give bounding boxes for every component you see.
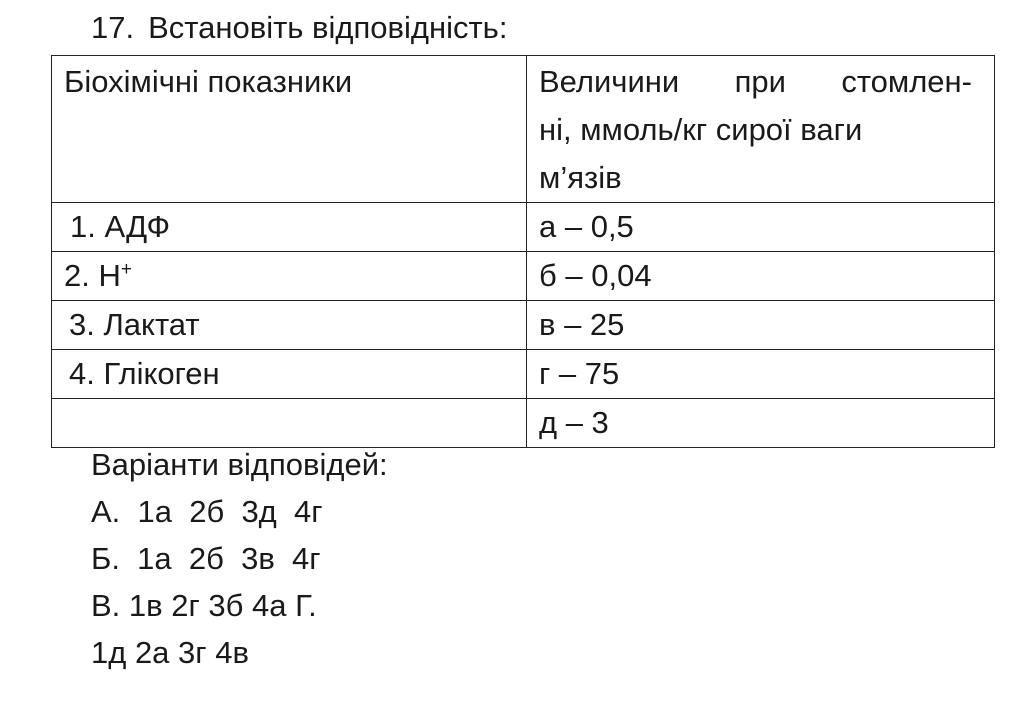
table-row bbox=[52, 203, 995, 252]
question-title bbox=[91, 6, 507, 50]
superscript-plus: + bbox=[120, 259, 132, 280]
value-cell: а – 0,5 bbox=[527, 203, 995, 252]
matching-table bbox=[51, 55, 995, 448]
value-cell: д – 3 bbox=[527, 399, 995, 448]
header-right-line-3: м’язів bbox=[539, 160, 622, 195]
indicator-cell: 1. АДФ bbox=[52, 203, 527, 252]
header-cell-values bbox=[527, 56, 995, 203]
question-number: 17. bbox=[91, 10, 135, 45]
answer-option: А. 1а 2б 3д 4г bbox=[91, 494, 323, 529]
table-row bbox=[52, 301, 995, 350]
question-text: Встановіть відповідність: bbox=[148, 10, 508, 45]
answer-option: 1д 2а 3г 4в bbox=[91, 635, 249, 670]
header-right-line-1: Величини при стомлен- bbox=[539, 64, 972, 99]
answer-options bbox=[91, 441, 388, 676]
indicator-cell: 4. Глікоген bbox=[52, 350, 527, 399]
indicator-cell: 3. Лактат bbox=[52, 301, 527, 350]
value-cell: б – 0,04 bbox=[527, 252, 995, 301]
answer-option: В. 1в 2г 3б 4а Г. bbox=[91, 588, 317, 623]
table-row bbox=[52, 350, 995, 399]
answer-option: Б. 1а 2б 3в 4г bbox=[91, 541, 321, 576]
header-cell-indicators bbox=[52, 56, 527, 203]
table-header-row bbox=[52, 56, 995, 203]
table-row bbox=[52, 252, 995, 301]
header-right-line-2: ні, ммоль/кг сирої ваги bbox=[539, 112, 863, 147]
answers-heading: Варіанти відповідей: bbox=[91, 447, 388, 482]
header-left-label: Біохімічні показники bbox=[64, 64, 353, 99]
value-cell: г – 75 bbox=[527, 350, 995, 399]
indicator-text: 2. H bbox=[64, 258, 121, 293]
value-cell: в – 25 bbox=[527, 301, 995, 350]
indicator-cell bbox=[52, 252, 527, 301]
